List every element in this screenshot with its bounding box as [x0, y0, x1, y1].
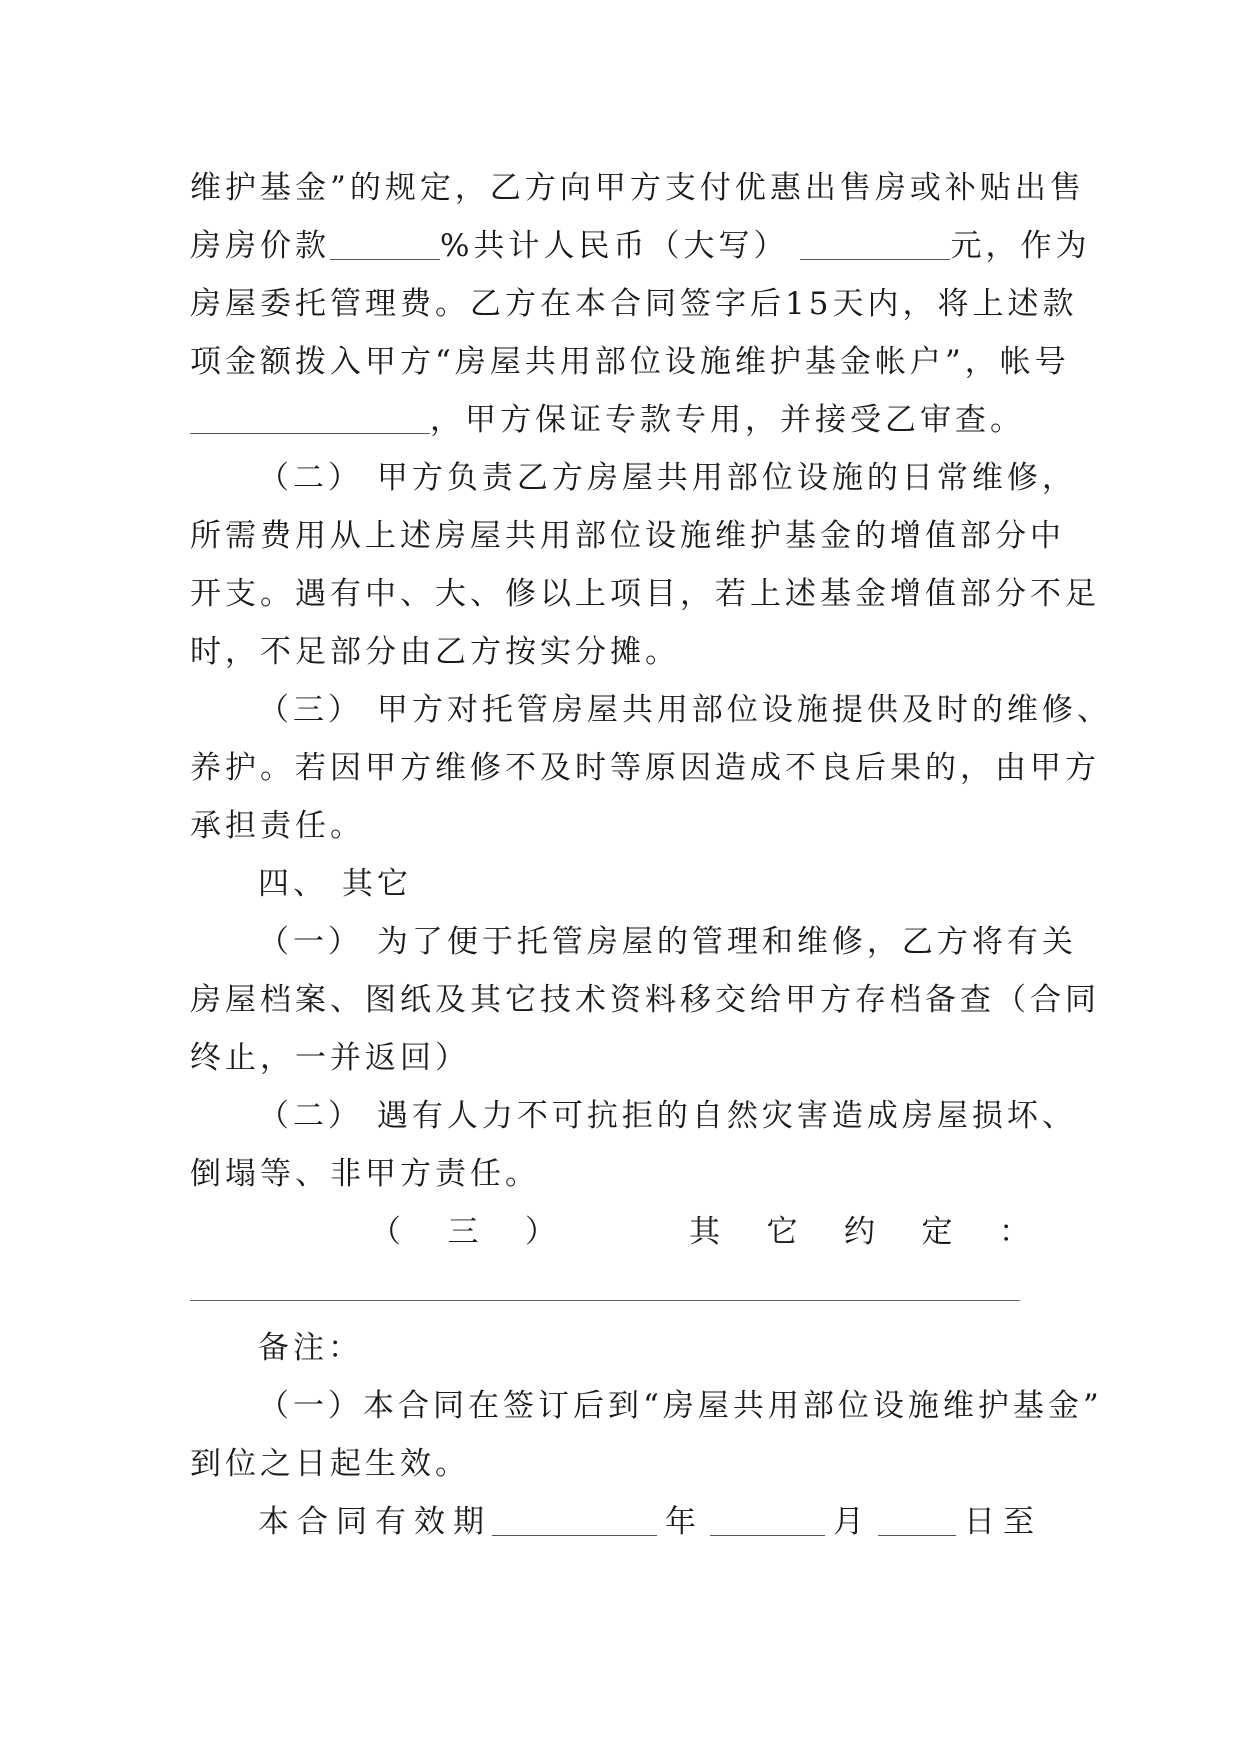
text-line: 终止，一并返回）: [190, 1040, 470, 1076]
text-line: 房屋档案、图纸及其它技术资料移交给甲方存档备查（合同: [190, 982, 1100, 1018]
text-line: 承担责任。: [190, 808, 365, 844]
text-segment: 元，作为: [950, 228, 1091, 264]
blank-field[interactable]: [710, 1505, 825, 1536]
text-segment: 月: [833, 1504, 872, 1540]
text-line: （三） 甲方对托管房屋共用部位设施提供及时的维修、: [258, 692, 1112, 728]
blank-rule[interactable]: [190, 1300, 1020, 1301]
text-segment: 本合同有效期: [258, 1504, 492, 1540]
heading-char: ）: [525, 1214, 556, 1250]
heading-char: （: [370, 1214, 401, 1250]
text-line: 维护基金”的规定，乙方向甲方支付优惠出售房或补贴出售: [190, 170, 1085, 206]
text-line: 时，不足部分由乙方按实分摊。: [190, 634, 680, 670]
text-line: 项金额拨入甲方“房屋共用部位设施维护基金帐户”，帐号: [190, 344, 1070, 380]
blank-field[interactable]: [492, 1505, 657, 1536]
text-line: （一） 为了便于托管房屋的管理和维修，乙方将有关: [258, 924, 1077, 960]
text-line: （二） 甲方负责乙方房屋共用部位设施的日常维修，: [258, 460, 1077, 496]
text-segment: 日至: [964, 1504, 1042, 1540]
text-segment: %共计人民币（大写）: [440, 228, 789, 264]
text-line: 房屋委托管理费。乙方在本合同签字后15天内，将上述款: [190, 286, 1078, 322]
text-line: 到位之日起生效。: [190, 1446, 470, 1482]
section-heading: 四、 其它: [258, 866, 412, 902]
blank-field[interactable]: [878, 1505, 956, 1536]
blank-field[interactable]: [330, 229, 440, 260]
text-line: [190, 400, 1070, 440]
heading-char: ：: [999, 1214, 1030, 1250]
heading-char: 定: [921, 1214, 953, 1250]
text-line: 所需费用从上述房屋共用部位设施维护基金的增值部分中: [190, 518, 1065, 554]
section-heading: 备注：: [258, 1330, 363, 1366]
heading-char: 它: [766, 1214, 798, 1250]
spaced-heading: [370, 1212, 1030, 1252]
blank-field[interactable]: [800, 229, 950, 260]
text-segment: 年: [665, 1504, 704, 1540]
text-line: （二） 遇有人力不可抗拒的自然灾害造成房屋损坏、: [258, 1098, 1077, 1134]
text-line: 开支。遇有中、大、修以上项目，若上述基金增值部分不足: [190, 576, 1100, 612]
text-line: 养护。若因甲方维修不及时等原因造成不良后果的，由甲方: [190, 750, 1100, 786]
heading-char: 三: [447, 1214, 479, 1250]
text-line: 倒塌等、非甲方责任。: [190, 1156, 540, 1192]
heading-char: 其: [689, 1214, 720, 1250]
text-line: [258, 1502, 1138, 1542]
heading-char: 约: [844, 1214, 875, 1250]
text-line: [190, 226, 1091, 266]
blank-field[interactable]: [190, 403, 430, 434]
text-line: （一）本合同在签订后到“房屋共用部位设施维护基金”: [258, 1388, 1103, 1424]
text-segment: 房房价款: [190, 228, 330, 264]
text-segment: ，甲方保证专款专用，并接受乙审查。: [430, 402, 1025, 438]
